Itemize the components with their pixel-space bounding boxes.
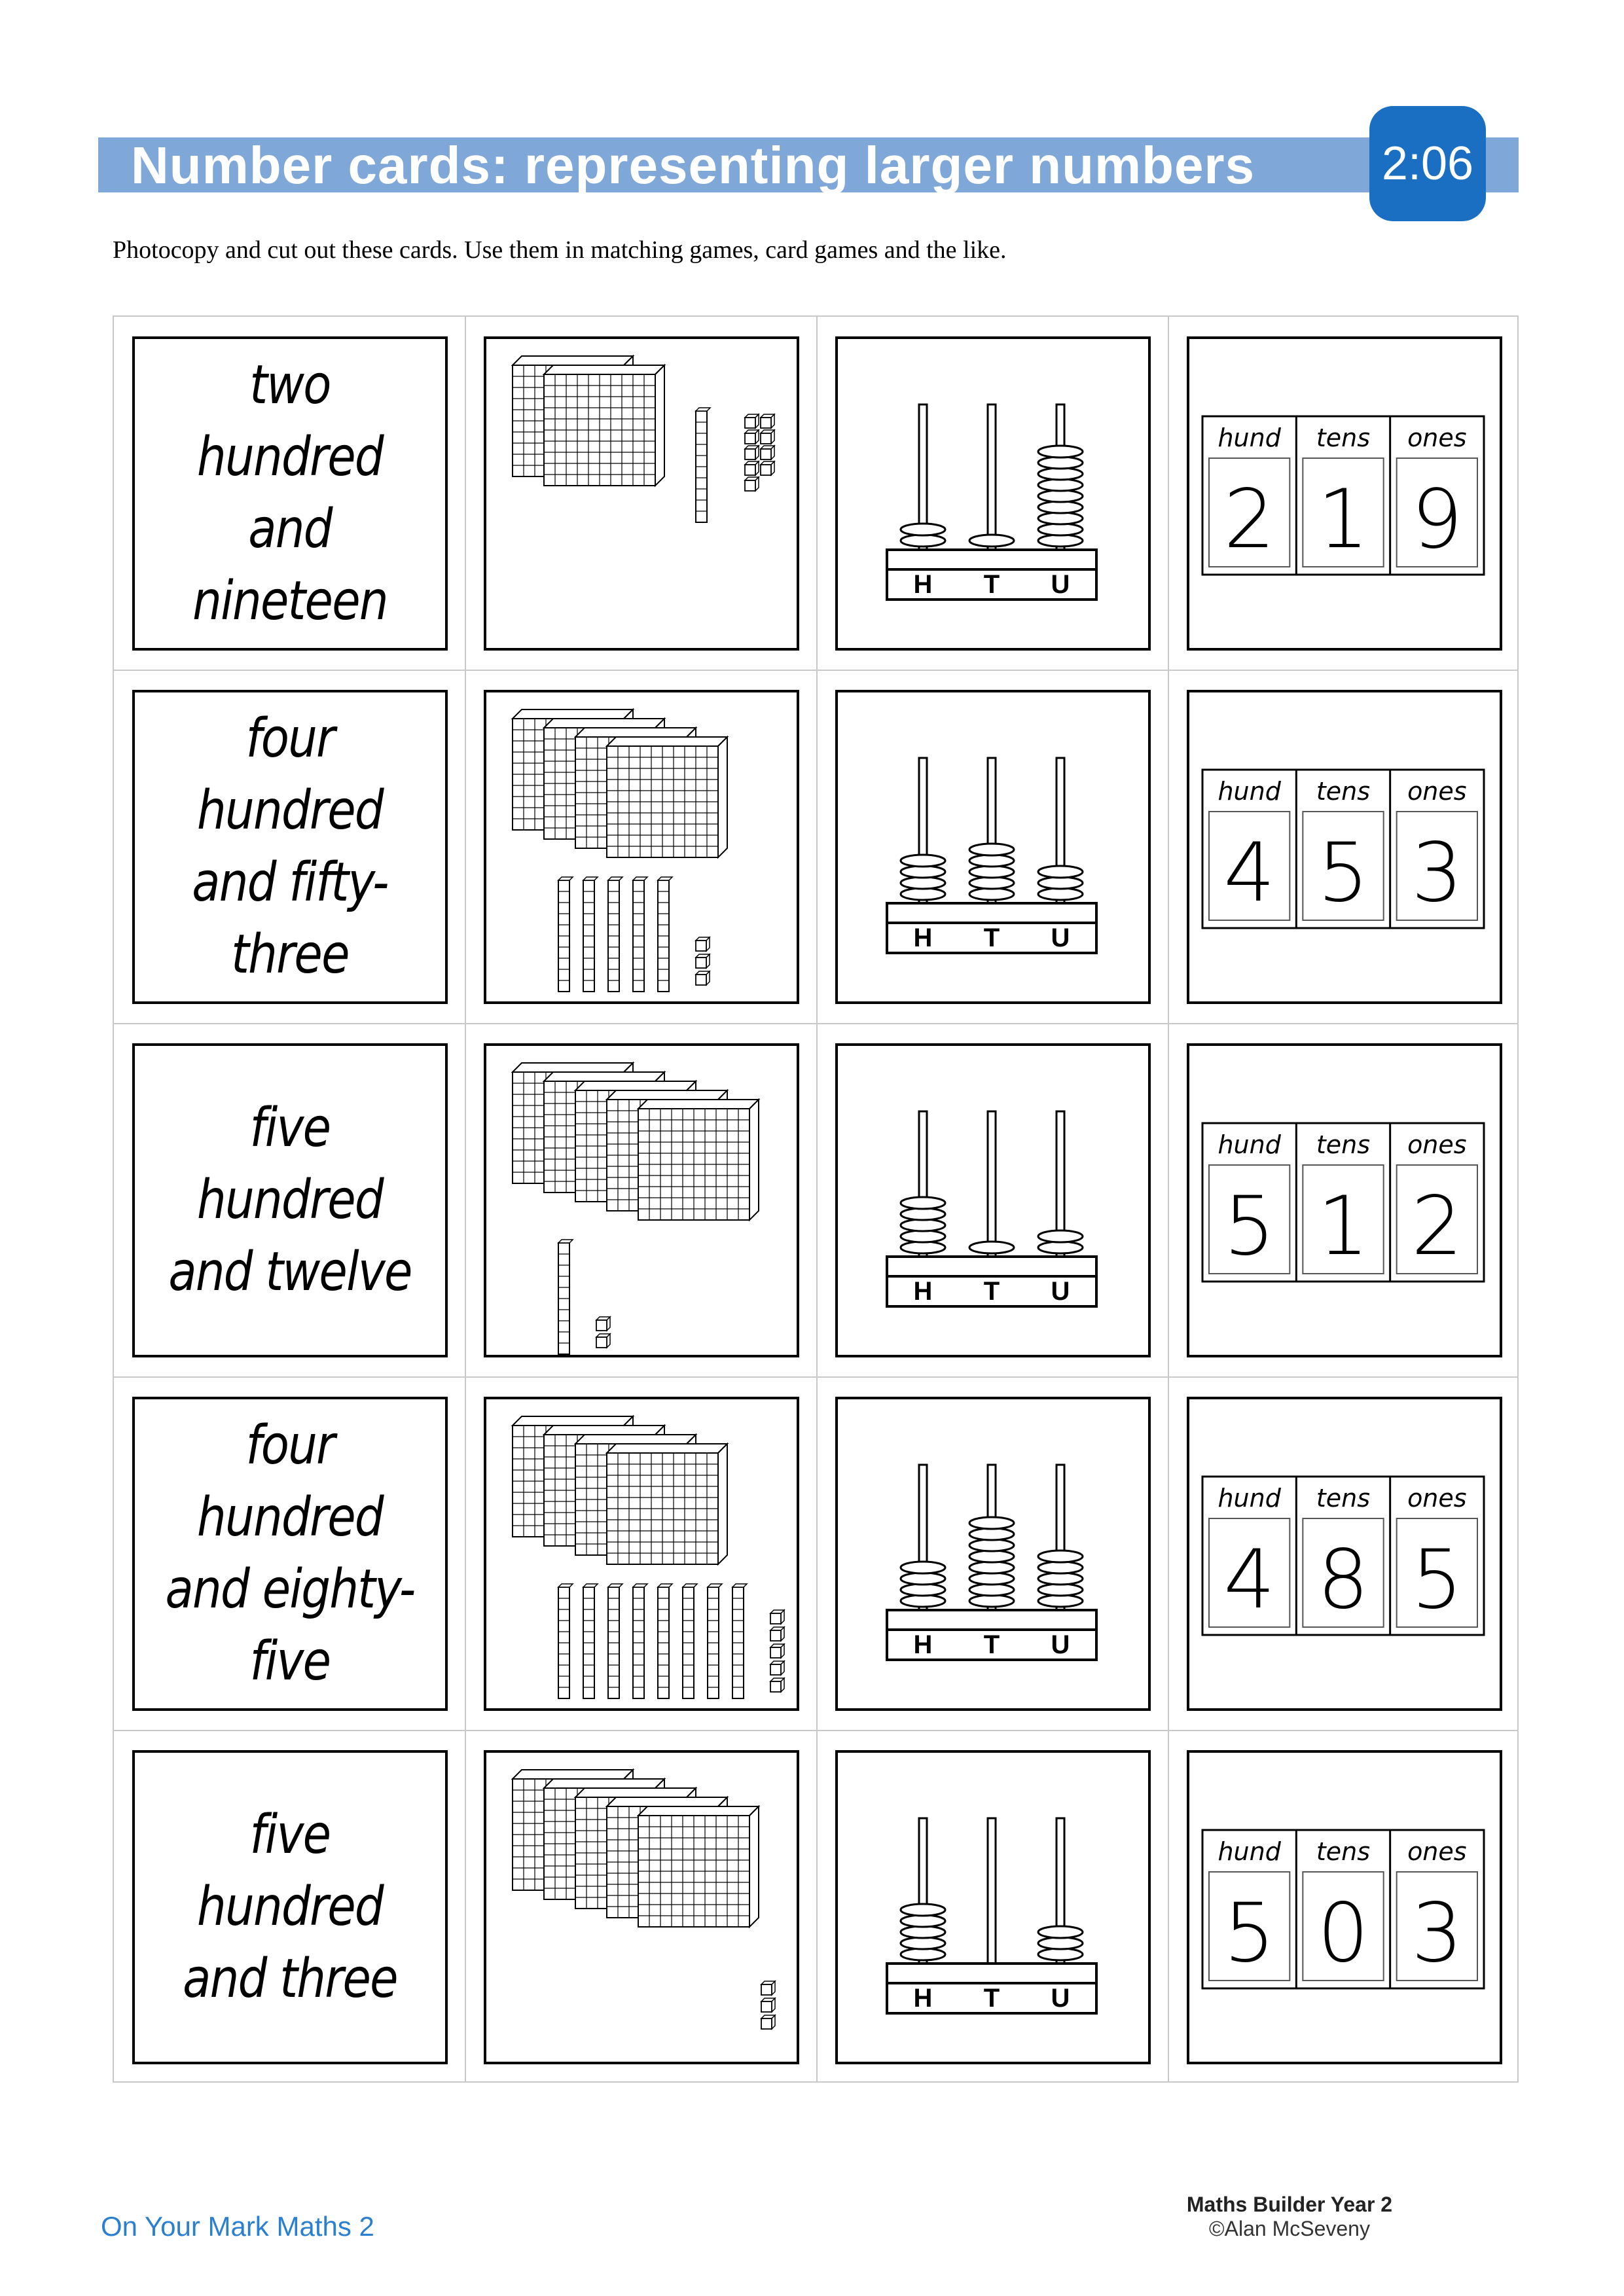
footer-copyright: ©Alan McSeveny <box>1209 2217 1370 2240</box>
unit-cube <box>761 414 774 428</box>
place-value-digit: 2 <box>1223 473 1276 567</box>
abacus-bead <box>901 866 945 878</box>
unit-cube <box>596 1317 610 1331</box>
place-value-digit: 3 <box>1411 826 1463 920</box>
abacus-bead <box>1038 1595 1083 1607</box>
abacus-column-label: H <box>913 570 933 599</box>
abacus-bead <box>1038 535 1083 547</box>
cut-line-horizontal <box>114 1023 1517 1024</box>
abacus-column-label: H <box>913 924 933 952</box>
abacus-icon <box>838 1753 1148 2062</box>
base-ten-blocks-card <box>484 1750 799 2064</box>
place-value-chart-icon <box>1189 1399 1500 1708</box>
abacus-bead <box>1038 1926 1083 1938</box>
number-words-line: five hundred <box>197 1097 383 1231</box>
unit-cube <box>761 2015 775 2029</box>
abacus-bead <box>901 1573 945 1585</box>
abacus-bead <box>901 1904 945 1916</box>
unit-cube <box>745 414 759 428</box>
number-words-card <box>132 1043 448 1357</box>
abacus-bead <box>969 1539 1014 1551</box>
unit-cube <box>770 1661 784 1675</box>
unit-cube <box>761 1981 775 1995</box>
footer-brand: On Your Mark Maths 2 <box>101 2211 374 2242</box>
abacus-icon <box>838 339 1148 648</box>
abacus-bead <box>969 844 1014 855</box>
abacus-rod <box>988 1111 996 1257</box>
abacus-bead <box>1038 1948 1083 1960</box>
unit-cube <box>770 1678 784 1692</box>
number-words-line: and nineteen <box>192 498 388 632</box>
unit-cube <box>761 430 774 444</box>
abacus-bead <box>969 866 1014 878</box>
place-value-card <box>1187 336 1502 651</box>
abacus-bead <box>1038 512 1083 524</box>
number-words-card <box>132 1750 448 2064</box>
abacus-bead <box>1038 479 1083 491</box>
abacus-bead <box>969 1242 1014 1253</box>
abacus-bead <box>969 877 1014 889</box>
abacus-bead <box>901 1208 945 1220</box>
place-value-card <box>1187 1043 1502 1357</box>
place-value-header: tens <box>1316 1484 1371 1513</box>
ten-rod <box>658 877 672 992</box>
base-ten-blocks-icon <box>486 1753 797 2062</box>
place-value-digit: 1 <box>1317 473 1369 567</box>
ten-rod <box>558 1584 573 1698</box>
place-value-header: ones <box>1407 1837 1467 1866</box>
hundred-flat <box>544 365 664 486</box>
cut-line-horizontal <box>114 670 1517 671</box>
unit-cube <box>770 1610 784 1624</box>
cut-line-vertical <box>816 317 818 2081</box>
number-words-line: and twelve <box>168 1241 412 1303</box>
abacus-bead <box>901 1230 945 1242</box>
abacus-base-top <box>887 1610 1096 1630</box>
base-ten-blocks-card <box>484 690 799 1004</box>
base-ten-blocks-card <box>484 1397 799 1711</box>
abacus-bead <box>901 1915 945 1927</box>
place-value-digit: 2 <box>1411 1179 1463 1274</box>
abacus-card <box>835 690 1151 1004</box>
card-sheet <box>113 315 1519 2083</box>
abacus-bead <box>1038 888 1083 900</box>
abacus-bead <box>969 1528 1014 1540</box>
abacus-bead <box>1038 468 1083 480</box>
abacus-column-label: H <box>913 1984 933 2013</box>
place-value-header: hund <box>1218 1484 1281 1513</box>
abacus-bead <box>901 1584 945 1596</box>
place-value-header: ones <box>1407 1484 1467 1513</box>
cut-line-horizontal <box>114 1730 1517 1731</box>
place-value-chart-icon <box>1189 1046 1500 1355</box>
abacus-bead <box>969 1573 1014 1585</box>
abacus-rod <box>988 404 996 550</box>
abacus-bead <box>969 1562 1014 1573</box>
abacus-column-label: T <box>983 1277 1000 1306</box>
place-value-header: tens <box>1316 777 1371 806</box>
number-words-line: two hundred <box>197 354 383 488</box>
number-words-card <box>132 690 448 1004</box>
unit-cube <box>696 971 710 985</box>
abacus-bead <box>969 1517 1014 1529</box>
abacus-bead <box>1038 866 1083 878</box>
abacus-bead <box>901 1242 945 1253</box>
abacus-bead <box>969 1595 1014 1607</box>
unit-cube <box>696 937 710 951</box>
place-value-digit: 8 <box>1317 1533 1369 1627</box>
unit-cube <box>761 446 774 459</box>
abacus-bead <box>901 1197 945 1209</box>
abacus-icon <box>838 692 1148 1001</box>
abacus-column-label: H <box>913 1630 933 1659</box>
abacus-bead <box>901 1937 945 1949</box>
ten-rod <box>583 877 598 992</box>
abacus-bead <box>901 855 945 867</box>
place-value-header: tens <box>1316 1130 1371 1159</box>
number-words-line: and eighty-five <box>165 1558 415 1693</box>
number-words-card <box>132 1397 448 1711</box>
abacus-rod <box>988 1818 996 1964</box>
number-words <box>156 1046 424 1355</box>
place-value-digit: 4 <box>1223 826 1276 920</box>
unit-cube <box>761 1998 775 2012</box>
number-words-line: and three <box>183 1948 397 2010</box>
place-value-digit: 1 <box>1317 1179 1369 1274</box>
unit-cube <box>745 446 759 459</box>
cut-line-vertical <box>465 317 466 2081</box>
hundred-flat <box>638 1806 759 1927</box>
ten-rod <box>633 877 647 992</box>
place-value-header: hund <box>1218 1837 1281 1866</box>
place-value-header: tens <box>1316 423 1371 452</box>
base-ten-blocks-card <box>484 336 799 651</box>
abacus-column-label: U <box>1051 924 1070 952</box>
number-words <box>156 1399 424 1708</box>
abacus-column-label: U <box>1051 1984 1070 2013</box>
abacus-bead <box>1038 1562 1083 1573</box>
section-code-badge: 2:06 <box>1369 106 1486 221</box>
place-value-card <box>1187 1397 1502 1711</box>
unit-cube <box>745 477 759 491</box>
abacus-bead <box>901 535 945 547</box>
ten-rod <box>658 1584 672 1698</box>
number-words-line: four hundred <box>197 708 383 842</box>
ten-rod <box>633 1584 647 1698</box>
cut-line-horizontal <box>114 1376 1517 1378</box>
abacus-icon <box>838 1046 1148 1355</box>
abacus-bead <box>1038 501 1083 513</box>
number-words-line: and fifty-three <box>192 852 388 986</box>
unit-cube <box>745 430 759 444</box>
number-words-card <box>132 336 448 651</box>
unit-cube <box>596 1334 610 1348</box>
abacus-bead <box>1038 524 1083 535</box>
abacus-icon <box>838 1399 1148 1708</box>
abacus-bead <box>969 855 1014 867</box>
base-ten-blocks-icon <box>486 1399 797 1708</box>
place-value-chart-icon <box>1189 692 1500 1001</box>
abacus-column-label: U <box>1051 570 1070 599</box>
unit-cube <box>761 461 774 475</box>
place-value-digit: 0 <box>1317 1886 1369 1981</box>
instructions: Photocopy and cut out these cards. Use them in matching games, card games and the like. <box>113 236 1007 264</box>
abacus-bead <box>901 1595 945 1607</box>
abacus-bead <box>1038 1573 1083 1585</box>
ten-rod <box>683 1584 697 1698</box>
number-words <box>156 339 424 648</box>
page-title: Number cards: representing larger numbers <box>131 136 1255 194</box>
number-words <box>156 692 424 1001</box>
abacus-card <box>835 336 1151 651</box>
abacus-bead <box>901 1948 945 1960</box>
place-value-header: ones <box>1407 423 1467 452</box>
abacus-bead <box>969 1551 1014 1562</box>
place-value-header: hund <box>1218 1130 1281 1159</box>
abacus-card <box>835 1750 1151 2064</box>
abacus-column-label: T <box>983 570 1000 599</box>
abacus-bead <box>901 1926 945 1938</box>
abacus-column-label: T <box>983 924 1000 952</box>
ten-rod <box>608 877 623 992</box>
abacus-bead <box>1038 1551 1083 1562</box>
abacus-bead <box>901 524 945 535</box>
abacus-bead <box>969 535 1014 547</box>
unit-cube <box>745 461 759 475</box>
number-words-line: five hundred <box>197 1804 383 1938</box>
cut-line-vertical <box>1168 317 1169 2081</box>
abacus-bead <box>969 888 1014 900</box>
place-value-chart-icon <box>1189 339 1500 648</box>
number-words-line: four hundred <box>197 1414 383 1549</box>
place-value-digit: 3 <box>1411 1886 1463 1981</box>
base-ten-blocks-icon <box>486 692 797 1001</box>
place-value-header: tens <box>1316 1837 1371 1866</box>
place-value-chart-icon <box>1189 1753 1500 2062</box>
unit-cube <box>770 1644 784 1658</box>
abacus-base-top <box>887 1964 1096 1983</box>
ten-rod <box>558 877 573 992</box>
abacus-bead <box>1038 877 1083 889</box>
place-value-digit: 5 <box>1223 1886 1276 1981</box>
abacus-column-label: U <box>1051 1630 1070 1659</box>
number-words <box>156 1753 424 2062</box>
place-value-header: ones <box>1407 777 1467 806</box>
place-value-digit: 4 <box>1223 1533 1276 1627</box>
abacus-base-top <box>887 1257 1096 1276</box>
footer-credits <box>1047 2193 1532 2241</box>
unit-cube <box>696 954 710 968</box>
abacus-bead <box>969 1584 1014 1596</box>
abacus-bead <box>901 1219 945 1231</box>
ten-rod <box>708 1584 722 1698</box>
ten-rod <box>608 1584 623 1698</box>
footer-book-title: Maths Builder Year 2 <box>1186 2193 1393 2216</box>
abacus-bead <box>1038 1242 1083 1253</box>
unit-cube <box>770 1627 784 1641</box>
place-value-card <box>1187 1750 1502 2064</box>
abacus-column-label: T <box>983 1984 1000 2013</box>
abacus-base-top <box>887 903 1096 923</box>
base-ten-blocks-icon <box>486 339 797 648</box>
place-value-digit: 5 <box>1223 1179 1276 1274</box>
abacus-bead <box>1038 446 1083 457</box>
abacus-card <box>835 1397 1151 1711</box>
ten-rod <box>732 1584 747 1698</box>
abacus-bead <box>901 877 945 889</box>
base-ten-blocks-icon <box>486 1046 797 1355</box>
place-value-digit: 5 <box>1411 1533 1463 1627</box>
hundred-flat <box>638 1100 759 1220</box>
place-value-header: ones <box>1407 1130 1467 1159</box>
abacus-bead <box>1038 457 1083 469</box>
abacus-column-label: T <box>983 1630 1000 1659</box>
place-value-digit: 9 <box>1411 473 1463 567</box>
hundred-flat <box>607 737 727 857</box>
place-value-card <box>1187 690 1502 1004</box>
abacus-bead <box>1038 490 1083 502</box>
place-value-digit: 5 <box>1317 826 1369 920</box>
hundred-flat <box>607 1444 727 1564</box>
abacus-card <box>835 1043 1151 1357</box>
place-value-header: hund <box>1218 423 1281 452</box>
abacus-bead <box>1038 1230 1083 1242</box>
abacus-bead <box>1038 1584 1083 1596</box>
abacus-bead <box>901 1562 945 1573</box>
abacus-bead <box>901 888 945 900</box>
base-ten-blocks-card <box>484 1043 799 1357</box>
abacus-column-label: H <box>913 1277 933 1306</box>
ten-rod <box>558 1240 573 1354</box>
abacus-column-label: U <box>1051 1277 1070 1306</box>
ten-rod <box>583 1584 598 1698</box>
abacus-bead <box>1038 1937 1083 1949</box>
place-value-header: hund <box>1218 777 1281 806</box>
ten-rod <box>696 408 710 522</box>
abacus-base-top <box>887 550 1096 569</box>
